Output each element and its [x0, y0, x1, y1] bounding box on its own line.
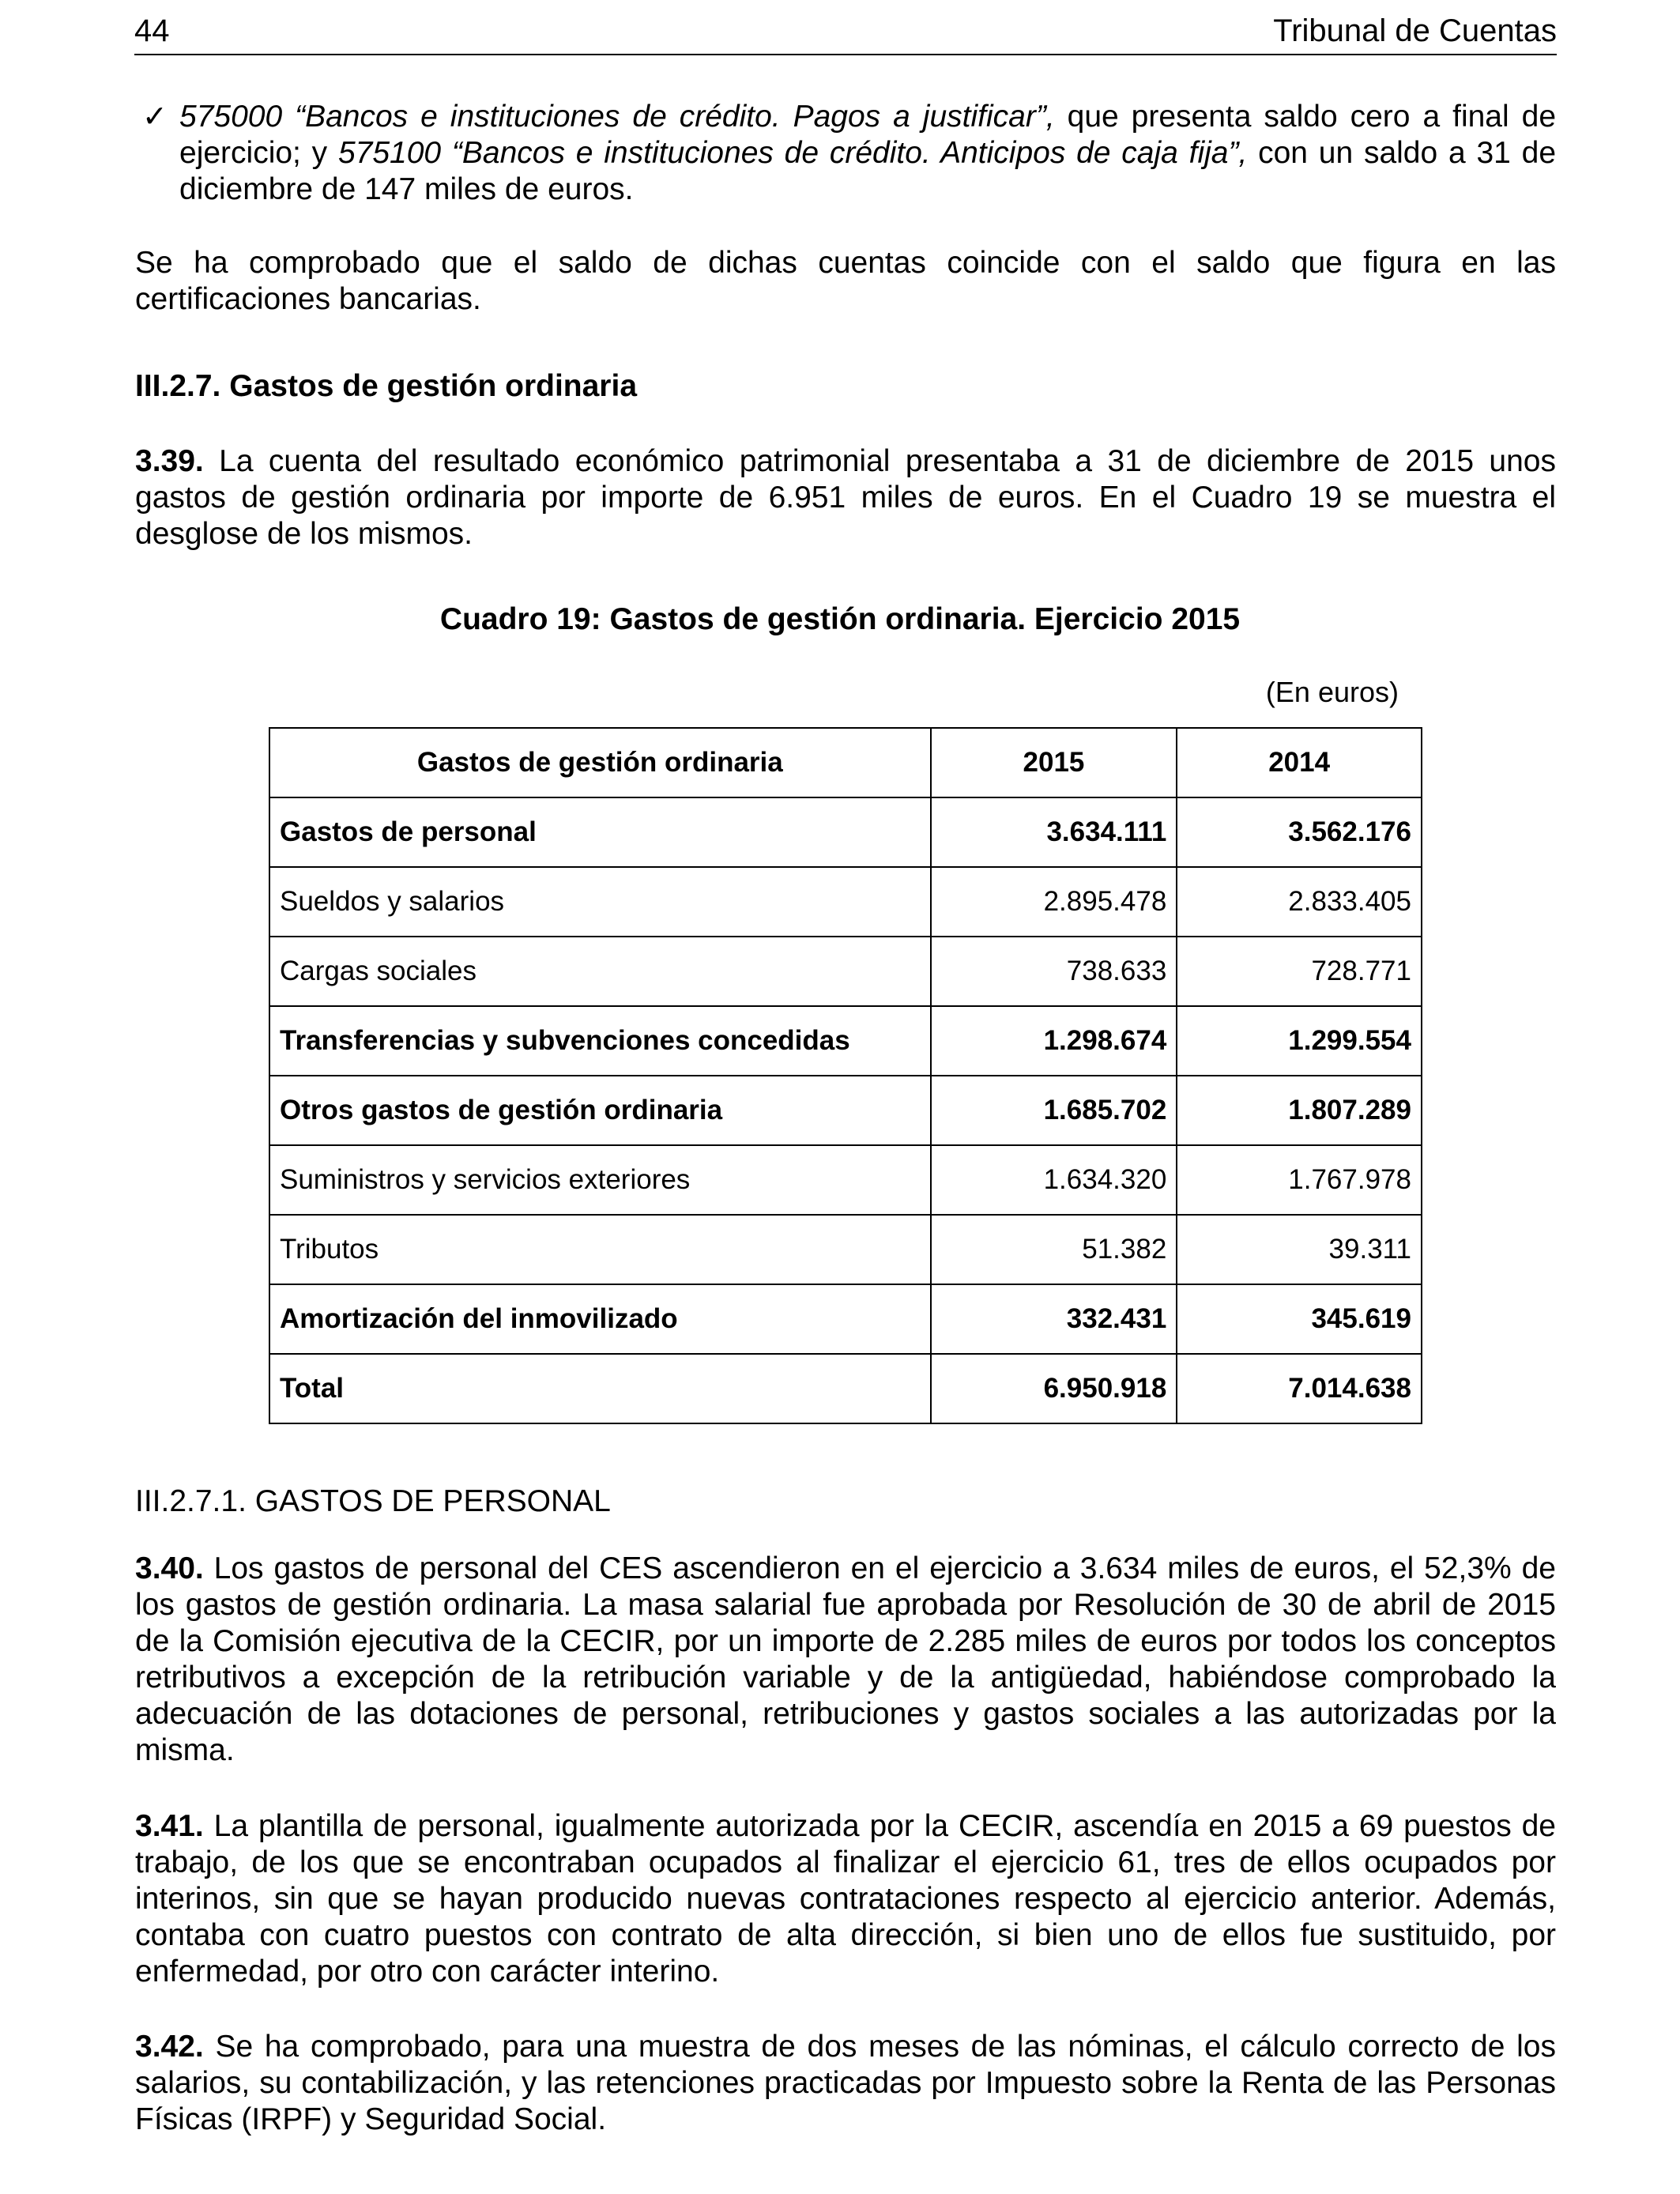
column-header: 2014 [1177, 728, 1422, 797]
bullet-item-accounts [179, 99, 1556, 208]
value-2014: 1.807.289 [1177, 1076, 1422, 1145]
expenses-table [269, 727, 1422, 1424]
account-code: 575000 [179, 100, 283, 134]
bullet-text: con un saldo a 31 de diciembre de 147 miles de euros. [179, 136, 1557, 206]
section-heading: III.2.7. Gastos de gestión ordinaria [135, 369, 638, 403]
value-2015: 6.950.918 [931, 1354, 1177, 1423]
account-name: “Bancos e instituciones de crédito. Pagos a justificar”, [295, 100, 1055, 134]
table-total-row [269, 1354, 1422, 1423]
table-row [269, 1145, 1422, 1215]
value-2014: 728.771 [1177, 937, 1422, 1006]
paragraph-text: La cuenta del resultado económico patrimonial presentaba a 31 de diciembre de 2015 unos gastos de gestión ordinaria por importe de 6.951 miles de euros. En el Cuadro 19 se muestra el desglose de los mismos. [135, 444, 1556, 551]
account-name: “Bancos e instituciones de crédito. Anticipos de caja fija”, [451, 136, 1248, 170]
table-row [269, 1076, 1422, 1145]
paragraph-3-40 [135, 1551, 1556, 1769]
row-label: Total [269, 1354, 931, 1423]
paragraph-text: La plantilla de personal, igualmente autorizada por la CECIR, ascendía en 2015 a 69 puestos de trabajo, de los que se encontraban ocupados al finalizar el ejercicio 61, tres de ellos ocupados por interinos, sin que se hayan producido nuevas contrataciones respecto al ejercicio anterior. Además, contaba con cuatro puestos con contrato de alta dirección, si bien uno de ellos fue sustituido, por enfermedad, por otro con carácter interino. [135, 1809, 1556, 1989]
bullet-text: que presenta saldo cero a final de ejercicio; y [179, 100, 1557, 170]
row-label: Tributos [269, 1215, 931, 1284]
row-label: Gastos de personal [269, 797, 931, 867]
column-header: Gastos de gestión ordinaria [269, 728, 931, 797]
column-header: 2015 [931, 728, 1177, 797]
value-2014: 39.311 [1177, 1215, 1422, 1284]
value-2015: 1.685.702 [931, 1076, 1177, 1145]
value-2014: 345.619 [1177, 1284, 1422, 1354]
value-2015: 51.382 [931, 1215, 1177, 1284]
value-2015: 1.634.320 [931, 1145, 1177, 1215]
table-row [269, 1006, 1422, 1076]
paragraph-3-41 [135, 1808, 1556, 1990]
row-label: Transferencias y subvenciones concedidas [269, 1006, 931, 1076]
row-label: Suministros y servicios exteriores [269, 1145, 931, 1215]
row-label: Cargas sociales [269, 937, 931, 1006]
row-label: Amortización del inmovilizado [269, 1284, 931, 1354]
table-row [269, 797, 1422, 867]
table-row [269, 867, 1422, 937]
paragraph-number: 3.41. [135, 1809, 204, 1843]
account-code: 575100 [337, 136, 442, 170]
subsection-heading: III.2.7.1. GASTOS DE PERSONAL [135, 1484, 611, 1518]
table-caption: Cuadro 19: Gastos de gestión ordinaria. Ejercicio 2015 [439, 602, 1241, 636]
value-2015: 738.633 [931, 937, 1177, 1006]
value-2015: 3.634.111 [931, 797, 1177, 867]
table-units: (En euros) [1265, 676, 1399, 708]
paragraph-number: 3.39. [135, 444, 204, 478]
value-2015: 2.895.478 [931, 867, 1177, 937]
paragraph-text: Se ha comprobado que el saldo de dichas cuentas coincide con el saldo que figura en las certificaciones bancarias. [135, 246, 1556, 316]
row-label: Sueldos y salarios [269, 867, 931, 937]
paragraph-bank-check [135, 245, 1556, 318]
value-2014: 3.562.176 [1177, 797, 1422, 867]
checkmark-icon: ✓ [142, 100, 168, 134]
page-header [134, 14, 1557, 55]
paragraph-3-39 [135, 443, 1556, 552]
value-2015: 1.298.674 [931, 1006, 1177, 1076]
value-2014: 1.767.978 [1177, 1145, 1422, 1215]
value-2015: 332.431 [931, 1284, 1177, 1354]
paragraph-number: 3.40. [135, 1551, 204, 1585]
paragraph-3-42 [135, 2029, 1556, 2138]
paragraph-text: Se ha comprobado, para una muestra de dos meses de las nóminas, el cálculo correcto de los salarios, su contabilización, y las retenciones practicadas por Impuesto sobre la Renta de las Personas Físicas (IRPF) y Seguridad Social. [135, 2030, 1556, 2136]
table-row [269, 1284, 1422, 1354]
value-2014: 2.833.405 [1177, 867, 1422, 937]
paragraph-number: 3.42. [135, 2030, 204, 2064]
header-title: Tribunal de Cuentas [1273, 13, 1557, 48]
value-2014: 1.299.554 [1177, 1006, 1422, 1076]
page-number: 44 [134, 13, 170, 48]
table-row [269, 1215, 1422, 1284]
table-row [269, 937, 1422, 1006]
row-label: Otros gastos de gestión ordinaria [269, 1076, 931, 1145]
value-2014: 7.014.638 [1177, 1354, 1422, 1423]
paragraph-text: Los gastos de personal del CES ascendieron en el ejercicio a 3.634 miles de euros, el 52,3% de los gastos de gestión ordinaria. La masa salarial fue aprobada por Resolución de 30 de abril de 2015 de la Comisión ejecutiva de la CECIR, por un importe de 2.285 miles de euros por todos los conceptos retributivos a excepción de la retribución variable y de la antigüedad, habiéndose comprobado la adecuación de las dotaciones de personal, retribuciones y gastos sociales a las autorizadas por la misma. [135, 1551, 1556, 1767]
table-header-row [269, 728, 1422, 797]
